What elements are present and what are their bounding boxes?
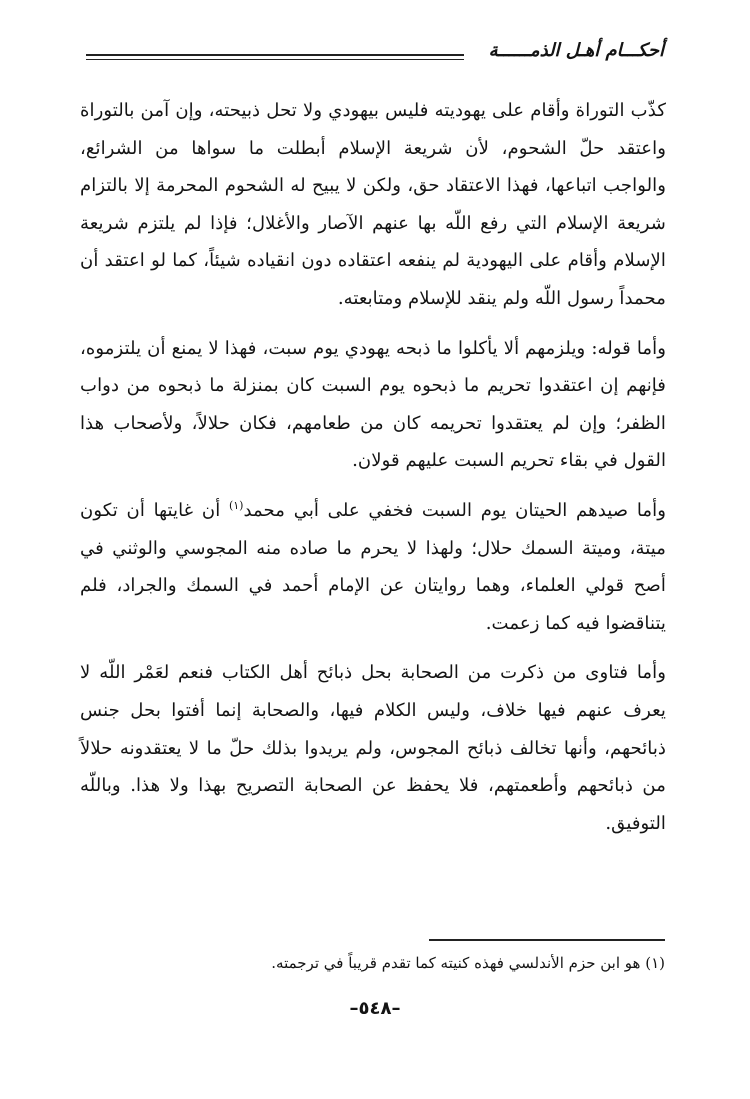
paragraph-3	[80, 492, 666, 642]
paragraph-2: وأما قوله: ويلزمهم ألا يأكلوا ما ذبحه يهودي يوم سبت، فهذا لا يمنع أن يلتزموه، فإنهم إن اعتقدوا تحريم ما ذبحوه يوم السبت كان بمنزلة ما ذبحوه من دواب الظفر؛ وإن لم يعتقدوا تحريمه كان من طعامهم، فكان حلالاً، ولأصحاب هذا القول في بقاء تحريم السبت عليهم قولان.	[80, 337, 666, 472]
header-rule-top	[86, 54, 464, 56]
paragraph-3-end: أن غايتها أن تكون ميتة، وميتة السمك حلال؛ ولهذا لا يحرم ما صاده منه المجوسي والوثني في أصح قولي العلماء، وهما روايتان عن الإمام أحمد في السمك والجراد، فلم يتناقضوا فيه كما زعمت.	[80, 499, 666, 634]
book-title: أحكـــام أهـل الذمــــــة	[479, 40, 664, 61]
paragraph-3-start: وأما صيدهم الحيتان يوم السبت فخفي على أبي محمد	[243, 499, 666, 521]
footnote-reference[interactable]: (١)	[228, 498, 244, 512]
paragraph-1: كذّب التوراة وأقام على يهوديته فليس بيهودي ولا تحل ذبيحته، وإن آمن بالتوراة واعتقد حلّ الشحوم، لأن شريعة الإسلام أبطلت ما سواها من الشرائع، والواجب اتباعها، فهذا الاعتقاد حق، ولكن لا يبيح له الشحوم المحرمة إلا بالتزام شريعة الإسلام التي رفع اللّه بها عنهم الآصار والأغلال؛ فإذا لم يلتزم شريعة الإسلام وأقام على اليهودية لم ينفعه اعتقاده دون انقياده شيئاً، كما لو اعتقد أن محمداً رسول اللّه ولم ينقد للإسلام ومتابعته.	[80, 100, 666, 309]
paragraph-4: وأما فتاوى من ذكرت من الصحابة بحل ذبائح أهل الكتاب فنعم لعَمْر اللّه لا يعرف عنهم فيها خلاف، وليس الكلام فيها، والصحابة إنما أفتوا بحل جنس ذبائحهم، وأنها تخالف ذبائح المجوس، ولم يريدوا بذلك حلّ ما لا يعتقدونه حلالاً من ذبائحهم وأطعمتهم، فلا يحفظ عن الصحابة التصريح بهذا ولا هذا. وباللّه التوفيق.	[80, 662, 666, 834]
footnote: (١) هو ابن حزم الأندلسي فهذه كنيته كما تقدم قريباً في ترجمته.	[271, 954, 665, 972]
page-number: –٥٤٨–	[349, 998, 401, 1019]
footnote-separator	[429, 939, 665, 941]
running-header	[86, 38, 664, 70]
header-rule-bottom	[86, 59, 464, 60]
body-text	[80, 92, 666, 854]
